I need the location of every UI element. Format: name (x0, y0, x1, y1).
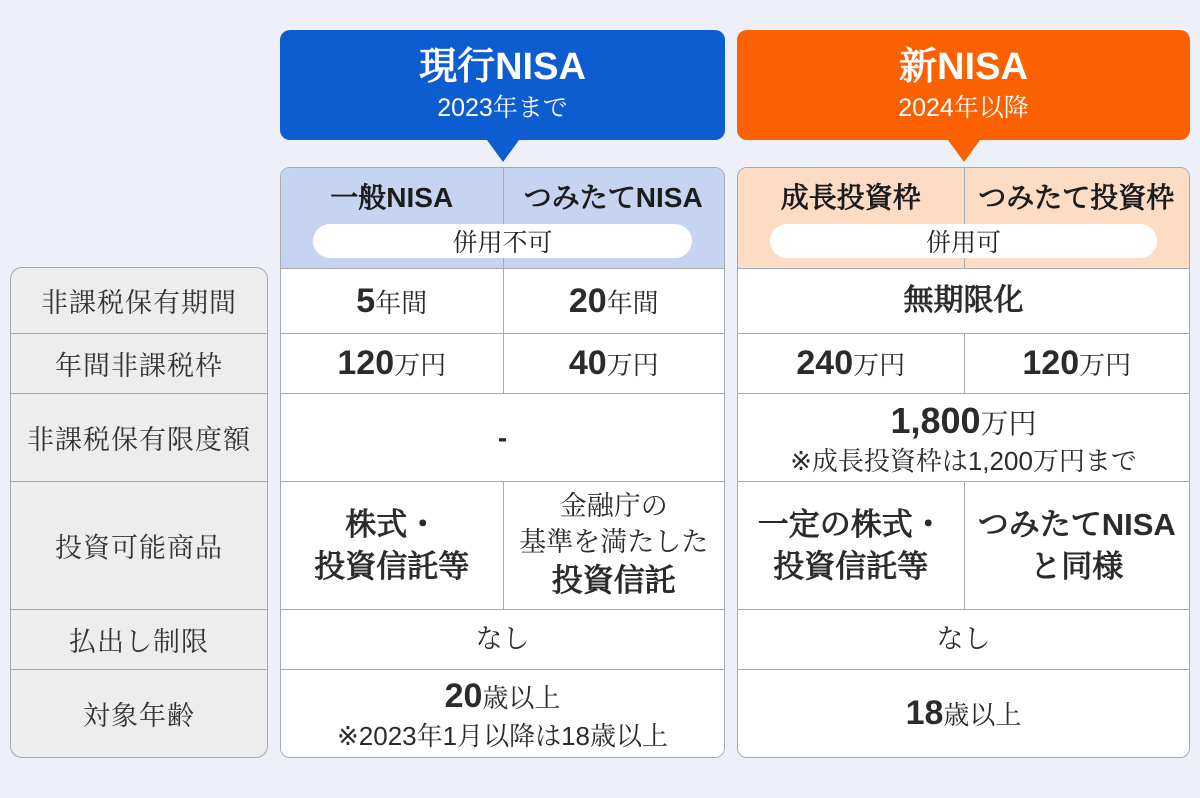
current-row-age (281, 669, 724, 757)
current-nisa-table-header (281, 168, 724, 268)
new-products-growth: 一定の株式・ 投資信託等 (757, 506, 944, 584)
current-age-note: ※2023年1月以降は18歳以上 (336, 720, 668, 751)
new-nisa-table-body (738, 268, 1189, 757)
new-withdrawal-value: なし (936, 623, 991, 654)
current-lifetime-limit-value: - (497, 422, 508, 453)
new-lifetime-limit-note: ※成長投資枠は1,200万円まで (790, 445, 1137, 476)
row-label-products: 投資可能商品 (11, 481, 267, 609)
row-label-age: 対象年齢 (11, 669, 267, 757)
row-label-holding-period: 非課税保有期間 (41, 288, 237, 318)
current-age-value: 20 歳以上 ※2023年1月以降は18歳以上 (336, 677, 668, 751)
new-row-annual-limit (738, 333, 1189, 393)
current-col-title-tsumitate-nisa: つみたてNISA (523, 182, 703, 213)
current-products-tsumitate: 金融庁の 基準を満たした 投資信託 (503, 482, 725, 609)
current-nisa-table-body (281, 268, 724, 757)
new-combination-badge: 併用可 (770, 224, 1157, 258)
new-col-title-tsumitate-quota: つみたて投資枠 (978, 182, 1175, 213)
new-nisa-banner (737, 30, 1190, 140)
current-holding-period-general: 5 年間 (356, 281, 428, 320)
new-row-lifetime-limit (738, 393, 1189, 481)
row-label-annual-limit: 年間非課税枠 (11, 333, 267, 393)
current-row-withdrawal (281, 609, 724, 669)
row-label-lifetime-limit: 非課税保有限度額 (11, 393, 267, 481)
row-label-column (10, 267, 268, 758)
new-age-value: 18 歳以上 (905, 694, 1022, 733)
current-col-title-general-nisa: 一般NISA (330, 182, 454, 213)
new-banner-pointer-arrow (948, 140, 980, 162)
current-row-annual-limit (281, 333, 724, 393)
new-nisa-banner-title: 新NISA (899, 46, 1028, 89)
new-nisa-table (737, 167, 1190, 758)
current-row-lifetime-limit (281, 393, 724, 481)
new-annual-limit-tsumitate: 120 万円 (964, 334, 1190, 393)
new-row-withdrawal (738, 609, 1189, 669)
new-lifetime-limit-value: 1,800 万円 ※成長投資枠は1,200万円まで (790, 399, 1137, 476)
new-row-holding-period (738, 268, 1189, 333)
current-nisa-banner (280, 30, 725, 140)
current-row-holding-period (281, 268, 724, 333)
current-nisa-table (280, 167, 725, 758)
current-row-products (281, 481, 724, 609)
current-products-general: 株式・ 投資信託等 (314, 506, 470, 584)
current-nisa-banner-title: 現行NISA (419, 46, 586, 89)
current-withdrawal-value: なし (475, 623, 530, 654)
new-row-products (738, 481, 1189, 609)
new-holding-period-value: 無期限化 (903, 284, 1024, 318)
new-nisa-table-header (738, 168, 1189, 268)
new-products-tsumitate: つみたてNISA と同様 (964, 482, 1190, 609)
new-nisa-banner-subtitle: 2024年以降 (898, 94, 1029, 123)
current-banner-pointer-arrow (487, 140, 519, 162)
new-annual-limit-growth: 240 万円 (796, 344, 906, 383)
current-combination-badge: 併用不可 (313, 224, 692, 258)
current-annual-limit-tsumitate: 40 万円 (503, 334, 725, 393)
new-row-age (738, 669, 1189, 757)
current-holding-period-tsumitate: 20 年間 (503, 269, 725, 333)
current-annual-limit-general: 120 万円 (337, 344, 447, 383)
new-col-title-growth-quota: 成長投資枠 (780, 182, 921, 213)
current-nisa-banner-subtitle: 2023年まで (437, 94, 568, 123)
row-label-withdrawal: 払出し制限 (11, 609, 267, 669)
